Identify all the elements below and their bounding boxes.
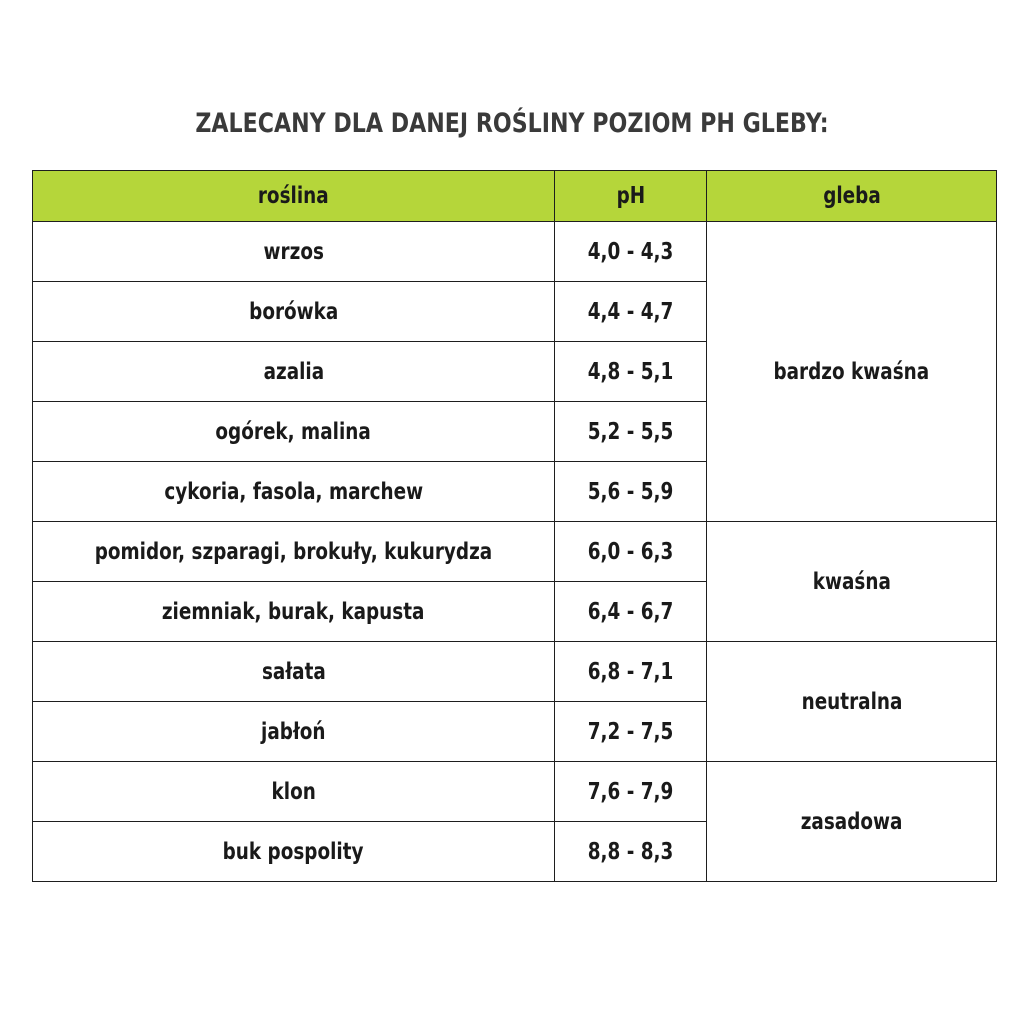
plant-cell: klon bbox=[33, 762, 555, 822]
ph-cell: 4,8 - 5,1 bbox=[555, 342, 707, 402]
ph-cell: 6,8 - 7,1 bbox=[555, 642, 707, 702]
table-row bbox=[33, 222, 997, 282]
page-title: ZALECANY DLA DANEJ ROŚLINY POZIOM PH GLEBY: bbox=[195, 108, 829, 139]
table-header-row bbox=[33, 171, 997, 222]
plant-cell: ogórek, malina bbox=[33, 402, 555, 462]
table-row bbox=[33, 642, 997, 702]
plant-cell: pomidor, szparagi, brokuły, kukurydza bbox=[33, 522, 555, 582]
soil-cell: kwaśna bbox=[707, 522, 997, 642]
plant-cell: cykoria, fasola, marchew bbox=[33, 462, 555, 522]
header-plant: roślina bbox=[33, 171, 555, 222]
soil-cell: zasadowa bbox=[707, 762, 997, 882]
plant-cell: buk pospolity bbox=[33, 822, 555, 882]
soil-cell: bardzo kwaśna bbox=[707, 222, 997, 522]
plant-cell: wrzos bbox=[33, 222, 555, 282]
ph-cell: 4,4 - 4,7 bbox=[555, 282, 707, 342]
ph-cell: 7,2 - 7,5 bbox=[555, 702, 707, 762]
ph-cell: 6,4 - 6,7 bbox=[555, 582, 707, 642]
soil-cell: neutralna bbox=[707, 642, 997, 762]
ph-cell: 8,8 - 8,3 bbox=[555, 822, 707, 882]
ph-cell: 6,0 - 6,3 bbox=[555, 522, 707, 582]
table-row bbox=[33, 522, 997, 582]
ph-table bbox=[32, 170, 997, 882]
plant-cell: ziemniak, burak, kapusta bbox=[33, 582, 555, 642]
table-row bbox=[33, 762, 997, 822]
ph-cell: 5,6 - 5,9 bbox=[555, 462, 707, 522]
header-ph: pH bbox=[555, 171, 707, 222]
ph-cell: 4,0 - 4,3 bbox=[555, 222, 707, 282]
plant-cell: jabłoń bbox=[33, 702, 555, 762]
ph-cell: 7,6 - 7,9 bbox=[555, 762, 707, 822]
plant-cell: borówka bbox=[33, 282, 555, 342]
ph-cell: 5,2 - 5,5 bbox=[555, 402, 707, 462]
plant-cell: sałata bbox=[33, 642, 555, 702]
plant-cell: azalia bbox=[33, 342, 555, 402]
header-soil: gleba bbox=[707, 171, 997, 222]
